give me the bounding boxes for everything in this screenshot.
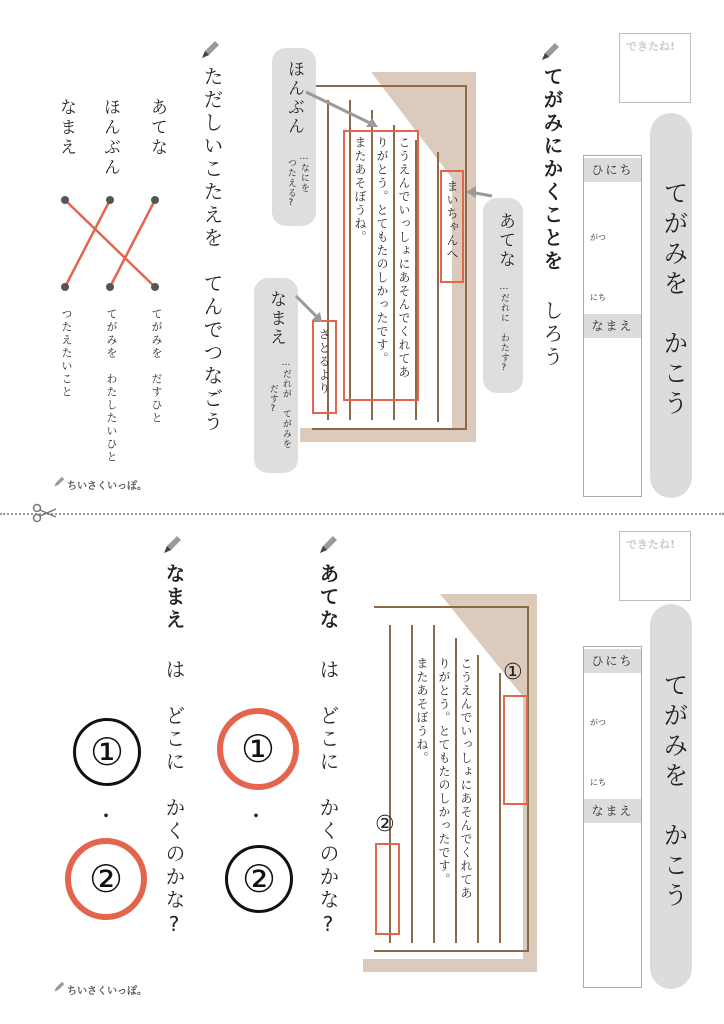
month-label: がつ <box>590 718 606 727</box>
letter-line-1-bottom: こうえんでいっしょにあそんでくれてあ <box>459 657 473 900</box>
callout-atena-desc: …だれに わたす? <box>498 282 509 374</box>
dot-right-3 <box>61 283 69 291</box>
callout-honbun-desc-2: つたえる? <box>285 158 296 209</box>
left-word-1: あてな <box>147 98 167 158</box>
question-atena-bold: あてな <box>316 563 340 632</box>
letter-line-3: またあそぼうね。 <box>353 136 367 244</box>
letter-signature: さとるより <box>317 328 331 396</box>
left-word-3: なまえ <box>56 98 76 158</box>
question-namae <box>160 563 189 939</box>
question-atena <box>314 563 343 939</box>
done-label: できたね! <box>626 40 676 53</box>
right-word-2: てがみを わたしたいひと <box>105 308 118 464</box>
logo-bottom: ちいさくいっぽ。 <box>67 986 147 997</box>
callout-namae-desc-1: …だれが てがみを <box>280 358 291 449</box>
marker-2-label: ② <box>375 812 395 837</box>
letter-line-1: こうえんでいっしょにあそんでくれてあ <box>397 136 411 379</box>
letter-line-2: りがとう。とてもたのしかったです。 <box>375 136 389 366</box>
done-box-bottom <box>619 531 691 601</box>
page-title: てがみを かこう <box>660 180 689 420</box>
answer-atena-choice-1[interactable]: ① <box>217 708 299 790</box>
month-label: がつ <box>590 233 606 242</box>
separator-dot: ・ <box>246 804 266 828</box>
day-label: にち <box>590 293 606 302</box>
name-label: なまえ <box>584 314 641 338</box>
scissors-icon <box>32 503 58 523</box>
dot-left-1 <box>151 196 159 204</box>
answer-box-2 <box>375 843 400 935</box>
dot-right-1 <box>151 283 159 291</box>
page-title-bottom: てがみを かこう <box>660 672 689 912</box>
logo-pencil-icon <box>52 980 66 994</box>
letter-recipient: まいちゃんへ <box>445 180 459 261</box>
cut-line <box>0 513 724 515</box>
pencil-icon <box>160 533 184 557</box>
callout-atena-label: あてな <box>495 212 515 269</box>
answer-namae-choice-1[interactable]: ① <box>73 718 141 786</box>
right-word-1: てがみを だすひと <box>150 308 163 425</box>
callout-namae-label: なまえ <box>266 290 286 347</box>
logo-pencil-icon <box>52 475 66 489</box>
done-label: できたね! <box>626 538 676 551</box>
answer-box-1 <box>503 695 528 805</box>
pencil-icon <box>316 533 340 557</box>
dot-right-2 <box>106 283 114 291</box>
day-label: にち <box>590 778 606 787</box>
date-label: ひにち <box>584 649 641 673</box>
question-namae-rest: は どこに かくのかな? <box>162 659 186 939</box>
date-name-form-bottom <box>583 646 642 988</box>
right-word-3: つたえたいこと <box>60 308 73 399</box>
heading-top-rest: しろう <box>540 300 564 369</box>
name-label: なまえ <box>584 799 641 823</box>
callout-namae-desc-2: だす? <box>267 384 278 415</box>
question-atena-rest: は どこに かくのかな? <box>316 659 340 939</box>
letter-line-3-bottom: またあそぼうね。 <box>415 657 429 765</box>
marker-1-label: ① <box>503 660 523 685</box>
callout-honbun-label: ほんぶん <box>284 60 304 136</box>
letter-line-2-bottom: りがとう。とてもたのしかったです。 <box>437 657 451 887</box>
callout-honbun-desc-1: …なにを <box>298 152 309 193</box>
left-word-2: ほんぶん <box>100 98 120 178</box>
matching-question: ただしいこたえを てんでつなごう <box>200 66 224 434</box>
answer-atena-choice-2[interactable]: ② <box>225 845 293 913</box>
question-namae-bold: なまえ <box>162 563 186 632</box>
separator-dot: ・ <box>96 804 116 828</box>
dot-left-2 <box>106 196 114 204</box>
answer-namae-choice-2[interactable]: ② <box>65 838 147 920</box>
dot-left-3 <box>61 196 69 204</box>
date-label: ひにち <box>584 158 641 182</box>
logo-top: ちいさくいっぽ。 <box>67 481 147 492</box>
heading-top-bold: てがみにかくことを <box>540 66 564 273</box>
